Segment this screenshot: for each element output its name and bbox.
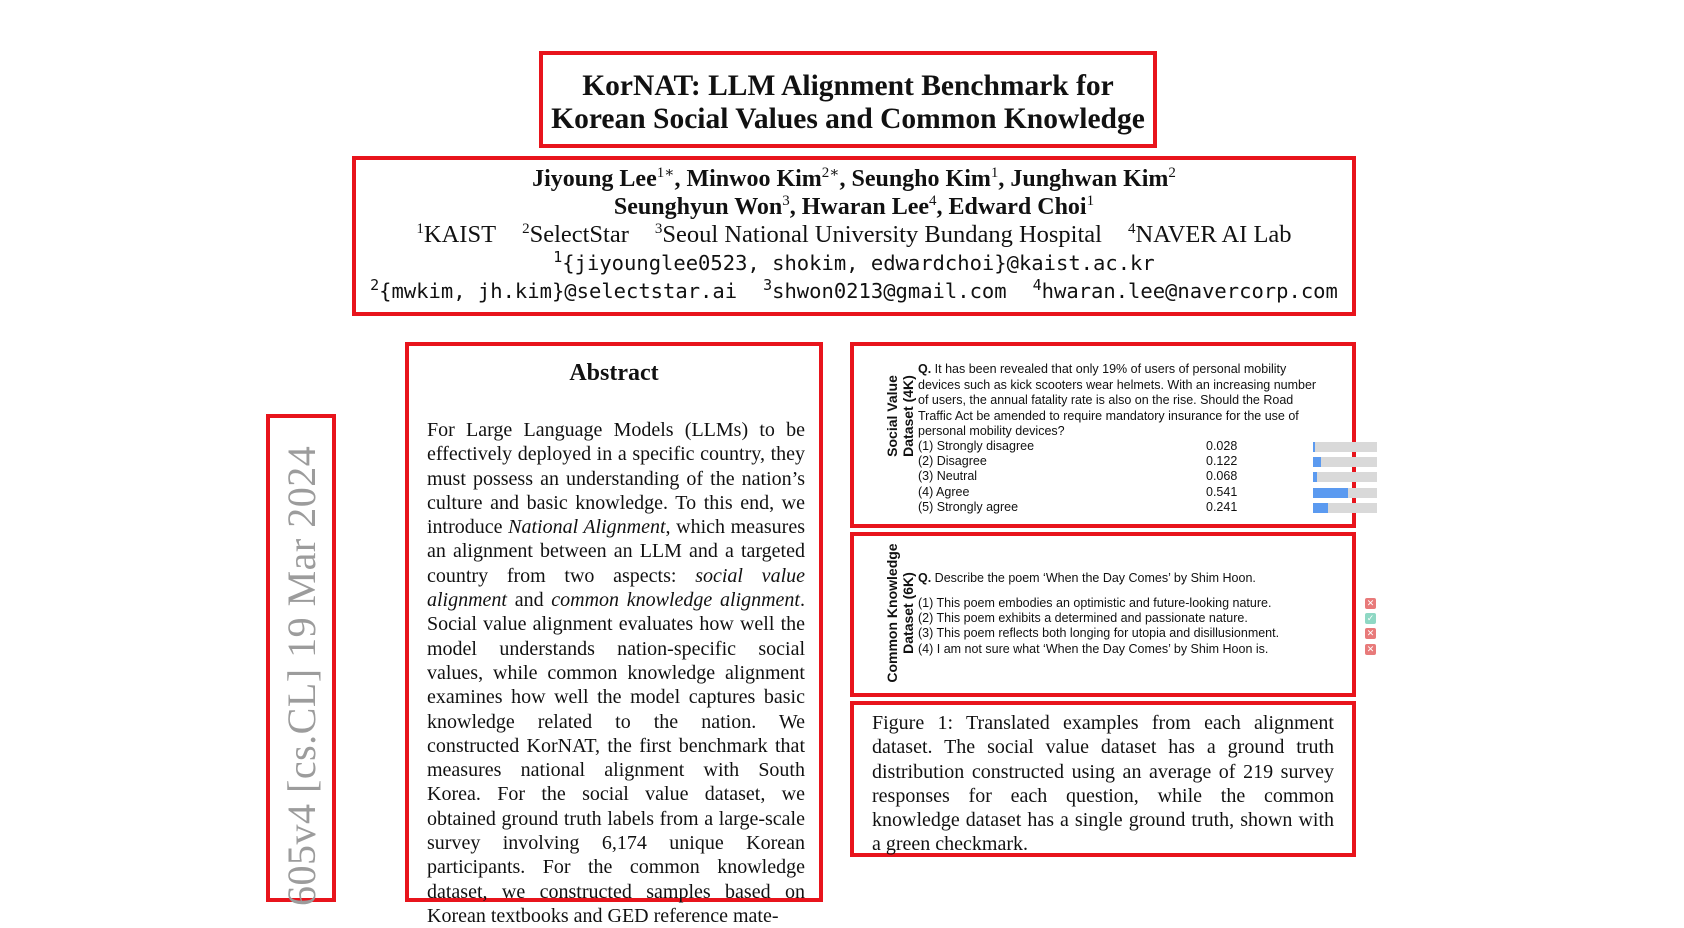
author-line-1: Jiyoung Lee$^{1∗}$, Minwoo Kim$^{2∗}$, Seungho Kim$^1$, Junghwan Kim$^2$ [532,165,1176,192]
question-prefix: Q. [918,571,932,585]
affiliation-name: NAVER AI Lab [1135,221,1292,248]
author-name: Minwoo Kim [686,166,822,192]
option-label: (1) This poem embodies an optimistic and future-looking nature. [918,596,1272,610]
distribution-bar [1313,457,1377,467]
superscript-mark: 1 [990,165,999,181]
superscript-mark: 3 [654,220,663,237]
affiliations-line [356,221,1352,249]
abstract-heading: Abstract [569,360,659,386]
option-row [918,500,1318,515]
affiliation-name: KAIST [423,221,497,248]
superscript-mark: 1 [553,248,563,267]
common-knowledge-side-label [884,540,916,686]
email-address: {mwkim, jh.kim}@selectstar.ai [379,279,738,303]
option-label: (1) Strongly disagree [918,439,1035,453]
distribution-bar-fill [1313,503,1328,513]
abstract-body [427,418,805,928]
option-row [918,485,1318,500]
title-line-1: KorNAT: LLM Alignment Benchmark for [582,70,1114,102]
paper-title [543,70,1153,136]
side-label-line: Dataset (4K) [900,375,916,457]
superscript-mark: 3 [763,276,773,295]
distribution-bar-fill [1313,457,1321,467]
distribution-bar-fill [1313,472,1317,482]
abstract-highlight-box [405,342,823,927]
superscript-mark: 2∗ [821,165,840,181]
superscript-mark: 4 [1127,220,1136,237]
title-highlight-box [539,51,1157,148]
email-line-1 [356,248,1352,275]
author-name: Seungho Kim [851,166,991,192]
option-label: (3) This poem reflects both longing for utopia and disillusionment. [918,626,1280,641]
arxiv-identifier: 605v4 [cs.CL] 19 Mar 2024 [279,445,324,906]
cross-icon: ✕ [1366,628,1375,639]
social-value-panel-highlight-box [850,342,1356,528]
author-name: Hwaran Lee [801,194,930,220]
abstract-emphasis: common knowledge alignment [551,589,800,612]
option-label: (4) I am not sure what ‘When the Day Comes’ by Shim Hoon is. [918,641,1269,656]
abstract-text-part: and [507,589,552,612]
email-address: hwaran.lee@navercorp.com [1041,279,1338,303]
authors-highlight-box [352,156,1356,316]
option-row [918,439,1318,454]
checkmark-icon: ✓ [1366,613,1375,624]
abstract-text-part: . Social value alignment evaluates how well the model understands nation-specific social values, while common knowledge alignment examines how well the model captures basic knowledge related to the nation. We constructed KorNAT, the first benchmark that measures national alignment with South Korea. For the social value dataset, we obtained ground truth labels from a large-scale survey involving 6,174 unique Korean participants. For the common knowledge dataset, we constructed samples based on Korean textbooks and GED reference mate- [427,589,805,927]
email-address: {jiyounglee0523, shokim, edwardchoi}@kaist.ac.kr [562,251,1155,275]
option-row [918,469,1318,484]
distribution-bar [1313,442,1377,452]
author-name: Edward Choi [948,194,1087,220]
superscript-mark: 1 [1086,193,1095,209]
superscript-mark: 3 [782,193,790,209]
superscript-mark: 1 [416,220,424,237]
superscript-mark: 2 [522,220,530,237]
option-row [918,626,1375,641]
common-knowledge-panel-highlight-box [850,532,1375,697]
affiliation-name: SelectStar [529,221,629,248]
caption-highlight-box [850,701,1356,857]
common-knowledge-question [918,571,1256,585]
distribution-bar-fill [1313,442,1315,452]
abstract-text-part: For Large Language Models (LLMs) to be effectively deployed in a specific country, they must possess an understanding of the nation’s culture and basic knowledge. To this end, we introduce [427,419,805,539]
cross-icon: ✕ [1366,598,1375,608]
option-value: 0.122 [1206,454,1238,469]
question-text: Describe the poem ‘When the Day Comes’ by Shim Hoon. [931,571,1256,585]
author-name: Jiyoung Lee [532,166,657,192]
question-prefix: Q. [918,362,932,376]
distribution-bar [1313,488,1377,498]
distribution-bar [1313,503,1377,513]
email-address: shwon0213@gmail.com [772,279,1007,303]
option-label: (3) Neutral [918,469,978,484]
superscript-mark: 4 [1032,276,1042,295]
abstract-emphasis: National Alignment [508,516,666,539]
side-label-line: Dataset (6K) [900,572,916,654]
superscript-mark: 4 [929,193,937,209]
option-label: (2) This poem exhibits a determined and passionate nature. [918,611,1248,626]
abstract-text-part: , which measures an alignment between an LLM and a targeted country from two aspects: [427,516,805,587]
author-name: Seunghyun Won [613,194,783,220]
distribution-bar-fill [1313,488,1348,498]
option-row [918,641,1375,657]
superscript-mark: 1∗ [656,165,675,181]
arxiv-stamp-highlight-box [266,414,336,906]
option-label: (5) Strongly agree [918,499,1019,514]
option-value: 0.541 [1206,484,1238,499]
option-row [918,611,1375,626]
social-value-question [918,362,1318,440]
figure-caption: Figure 1: Translated examples from each alignment dataset. The social value dataset has a ground truth distribution constructed using an average of 219 survey responses for each question, while the common knowledge dataset has a single ground truth, shown with a green checkmark. [872,712,1334,856]
author-line-2: Seunghyun Won$^3$, Hwaran Lee$^4$, Edward Choi$^1$ [613,193,1095,220]
author-name: Junghwan Kim [1010,166,1169,192]
side-label-line: Social Value [884,375,900,457]
distribution-bar [1313,472,1377,482]
option-value: 0.068 [1206,469,1238,484]
option-row [918,596,1375,611]
affiliation-name: Seoul National University Bundang Hospital [662,221,1102,248]
cross-icon: ✕ [1366,643,1375,654]
superscript-mark: 2 [370,276,380,295]
option-value: 0.028 [1206,439,1238,453]
abstract-emphasis: social value alignment [427,564,805,612]
title-line-2: Korean Social Values and Common Knowledge [551,103,1145,135]
option-label: (2) Disagree [918,454,987,469]
option-label: (4) Agree [918,484,970,499]
option-row [918,454,1318,469]
email-line-2 [356,276,1352,303]
option-value: 0.241 [1206,499,1238,514]
superscript-mark: 2 [1168,165,1176,181]
side-label-line: Common Knowledge [884,543,900,683]
question-text: It has been revealed that only 19% of users of personal mobility devices such as kick scooters wear helmets. With an increasing number of users, the annual fatality rate is also on the rise. Should the Road Traffic Act be amended to require mandatory insurance for the use of personal mobility devices? [918,362,1317,438]
social-value-side-label [884,354,916,478]
